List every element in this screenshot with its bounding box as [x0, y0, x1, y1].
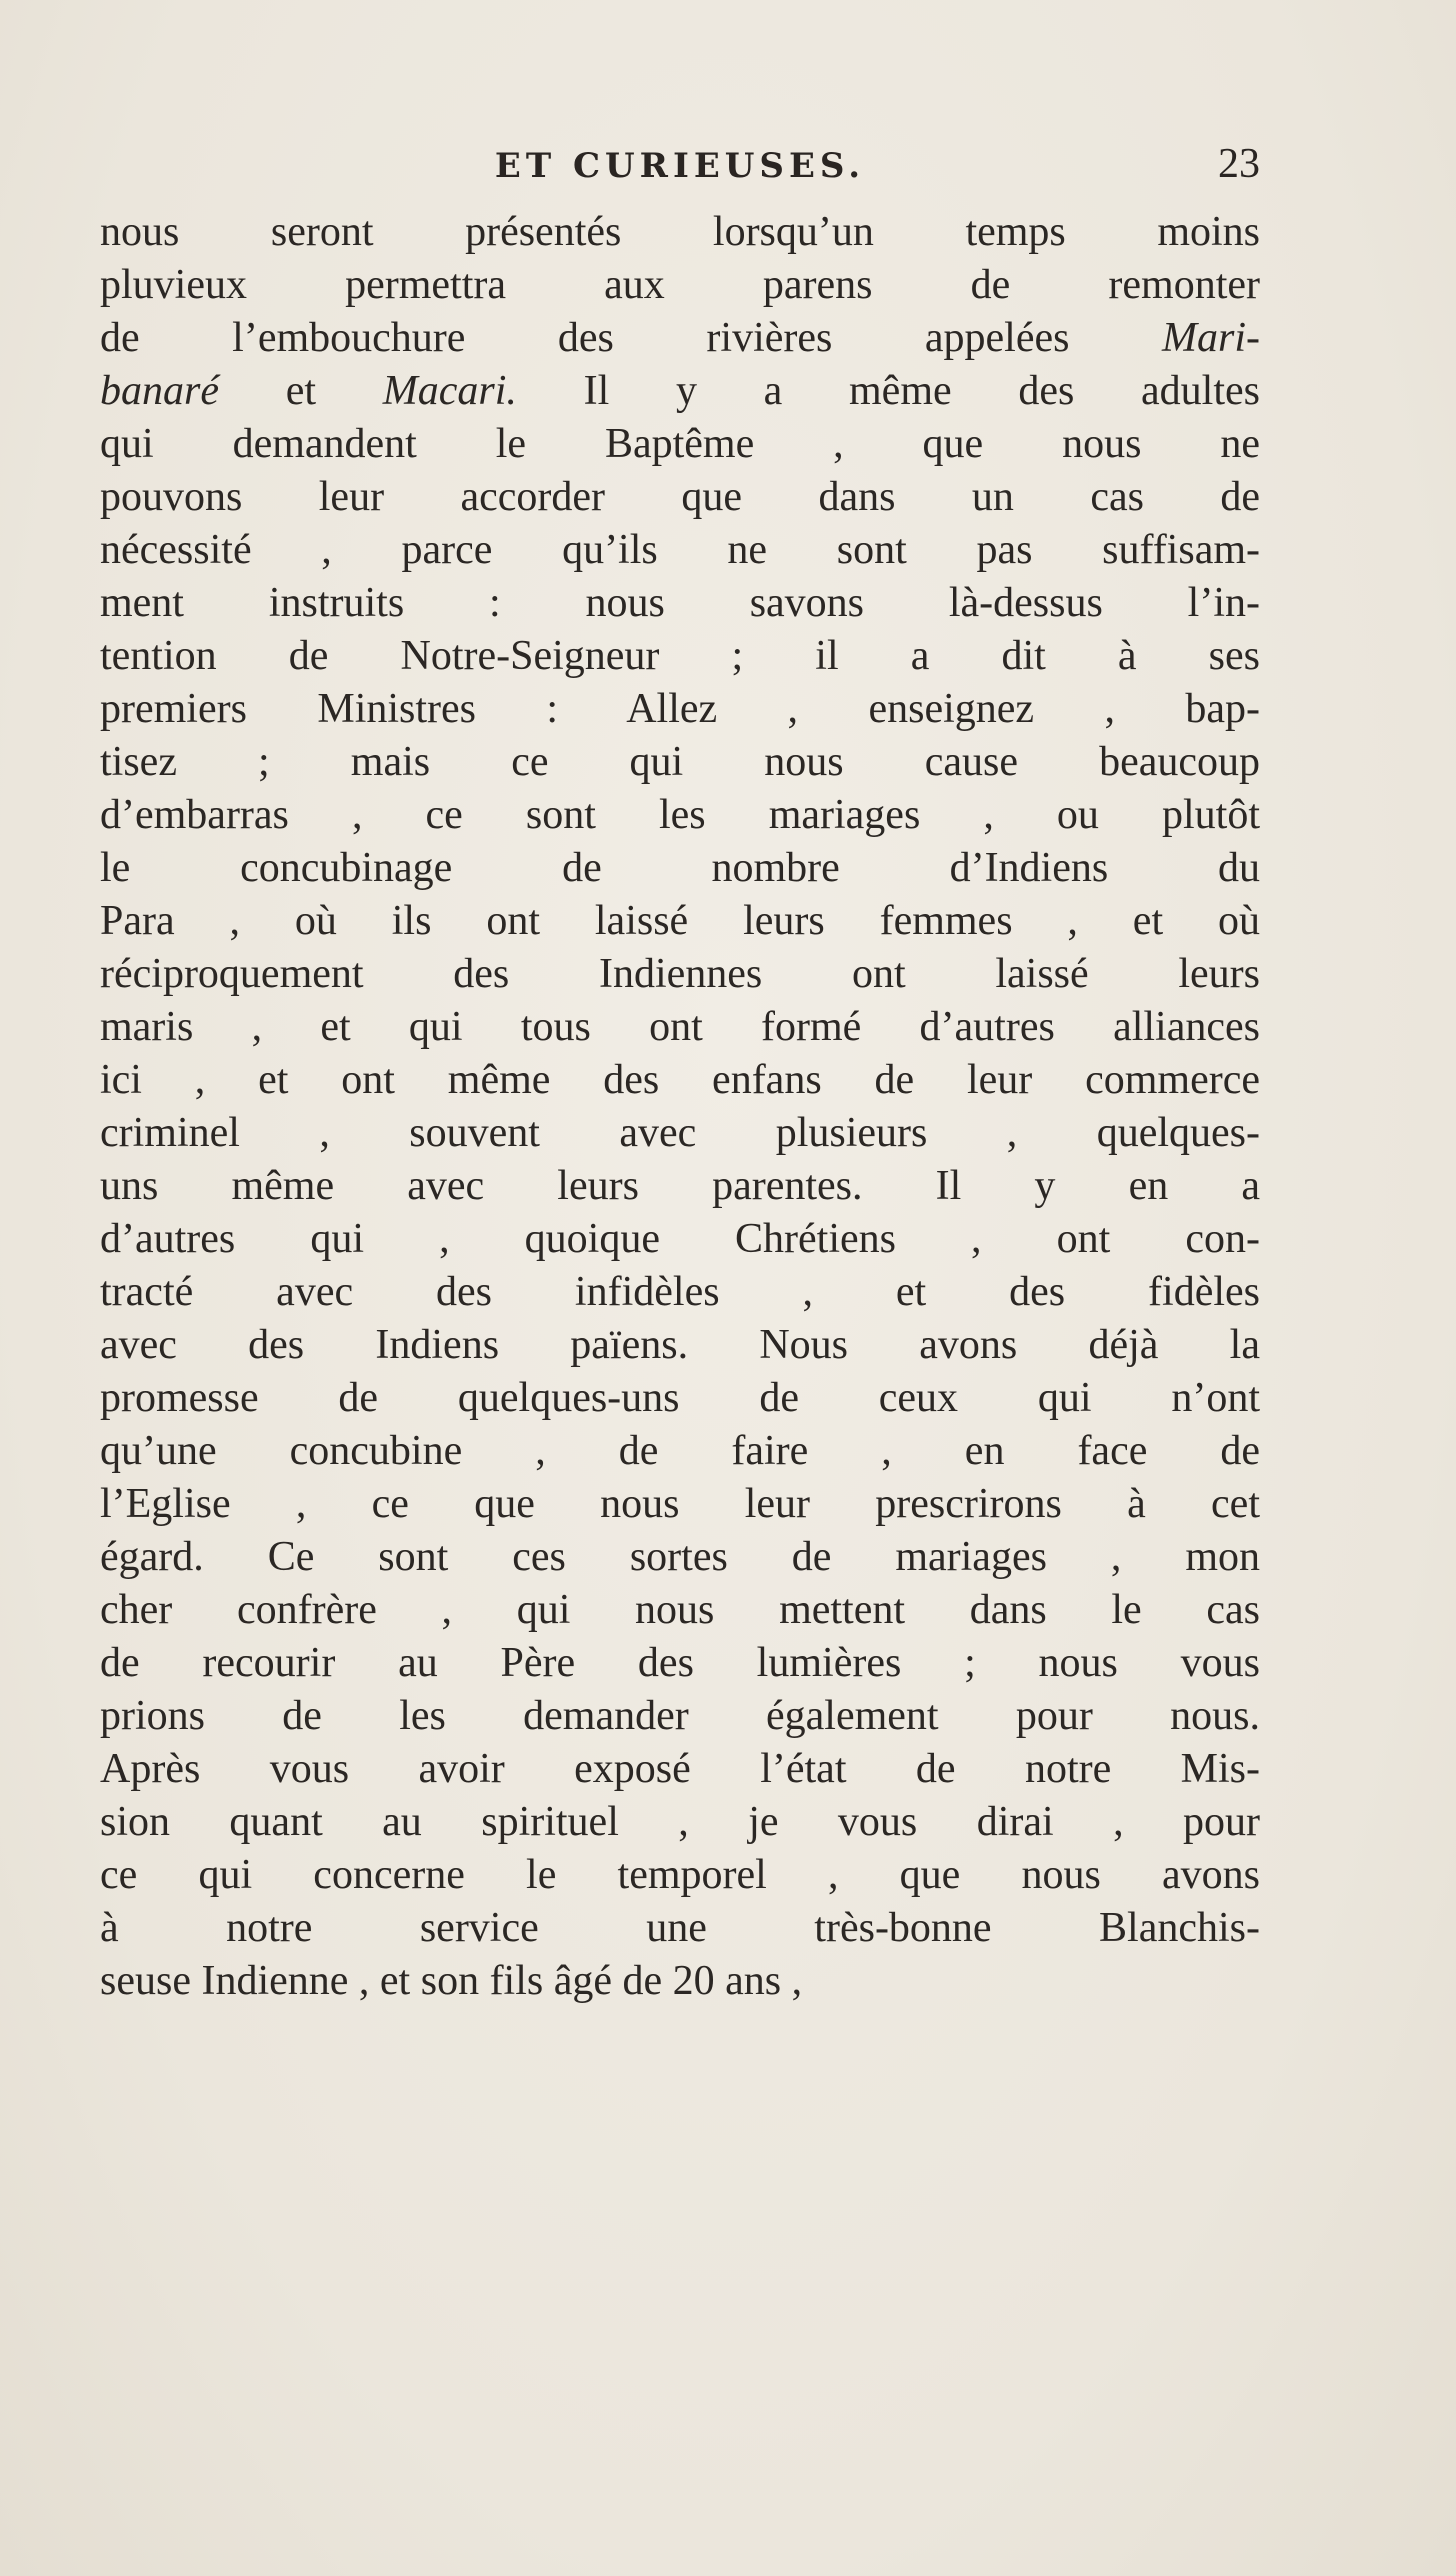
text-line: uns même avec leurs parentes. Il y en a	[100, 1163, 1260, 1209]
text-line: qu’une concubine , de faire , en face de	[100, 1428, 1260, 1474]
text-line: de recourir au Père des lumières ; nous vous	[100, 1640, 1260, 1686]
running-head: ET CURIEUSES.	[494, 146, 866, 186]
text-line: ici , et ont même des enfans de leur commerce	[100, 1057, 1260, 1103]
text-line: promesse de quelques-uns de ceux qui n’ont	[100, 1375, 1260, 1421]
text-line: le concubinage de nombre d’Indiens du	[100, 845, 1260, 891]
body-text	[100, 206, 1260, 2008]
text-line: sion quant au spirituel , je vous dirai , pour	[100, 1799, 1260, 1845]
text-line: d’autres qui , quoique Chrétiens , ont con-	[100, 1216, 1260, 1262]
text-segment: et	[219, 368, 383, 414]
text-line: criminel , souvent avec plusieurs , quelques-	[100, 1110, 1260, 1156]
text-line	[100, 365, 1260, 418]
text-line: premiers Ministres : Allez , enseignez , bap-	[100, 686, 1260, 732]
text-line: nécessité , parce qu’ils ne sont pas suffisam-	[100, 527, 1260, 573]
text-line: ce qui concerne le temporel , que nous avons	[100, 1852, 1260, 1898]
italic-word: Mari-	[1162, 315, 1260, 361]
text-line: l’Eglise , ce que nous leur prescrirons à cet	[100, 1481, 1260, 1527]
page-number: 23	[1218, 141, 1260, 187]
text-line: qui demandent le Baptême , que nous ne	[100, 421, 1260, 467]
text-line: tisez ; mais ce qui nous cause beaucoup	[100, 739, 1260, 785]
text-line: réciproquement des Indiennes ont laissé leurs	[100, 951, 1260, 997]
text-line: pouvons leur accorder que dans un cas de	[100, 474, 1260, 520]
text-line: tracté avec des infidèles , et des fidèles	[100, 1269, 1260, 1315]
text-line: maris , et qui tous ont formé d’autres alliances	[100, 1004, 1260, 1050]
text-line: pluvieux permettra aux parens de remonter	[100, 262, 1260, 308]
italic-word: banaré	[100, 368, 219, 414]
text-line: égard. Ce sont ces sortes de mariages , mon	[100, 1534, 1260, 1580]
text-line: Après vous avoir exposé l’état de notre Mis-	[100, 1746, 1260, 1792]
text-line	[100, 312, 1260, 365]
text-segment: Il y a même des adultes	[516, 368, 1260, 414]
text-line: seuse Indienne , et son fils âgé de 20 ans ,	[100, 1958, 803, 2004]
text-line: ment instruits : nous savons là-dessus l’in-	[100, 580, 1260, 626]
text-line: tention de Notre-Seigneur ; il a dit à ses	[100, 633, 1260, 679]
italic-word: Macari.	[382, 368, 517, 414]
text-line: avec des Indiens païens. Nous avons déjà la	[100, 1322, 1260, 1368]
text-line: d’embarras , ce sont les mariages , ou plutôt	[100, 792, 1260, 838]
text-line: à notre service une très-bonne Blanchis-	[100, 1905, 1260, 1951]
page-header	[100, 140, 1260, 200]
text-line: prions de les demander également pour nous.	[100, 1693, 1260, 1739]
text-segment: de l’embouchure des rivières appelées	[100, 315, 1162, 361]
text-line: nous seront présentés lorsqu’un temps moins	[100, 209, 1260, 255]
text-line: Para , où ils ont laissé leurs femmes , et où	[100, 898, 1260, 944]
text-line: cher confrère , qui nous mettent dans le cas	[100, 1587, 1260, 1633]
